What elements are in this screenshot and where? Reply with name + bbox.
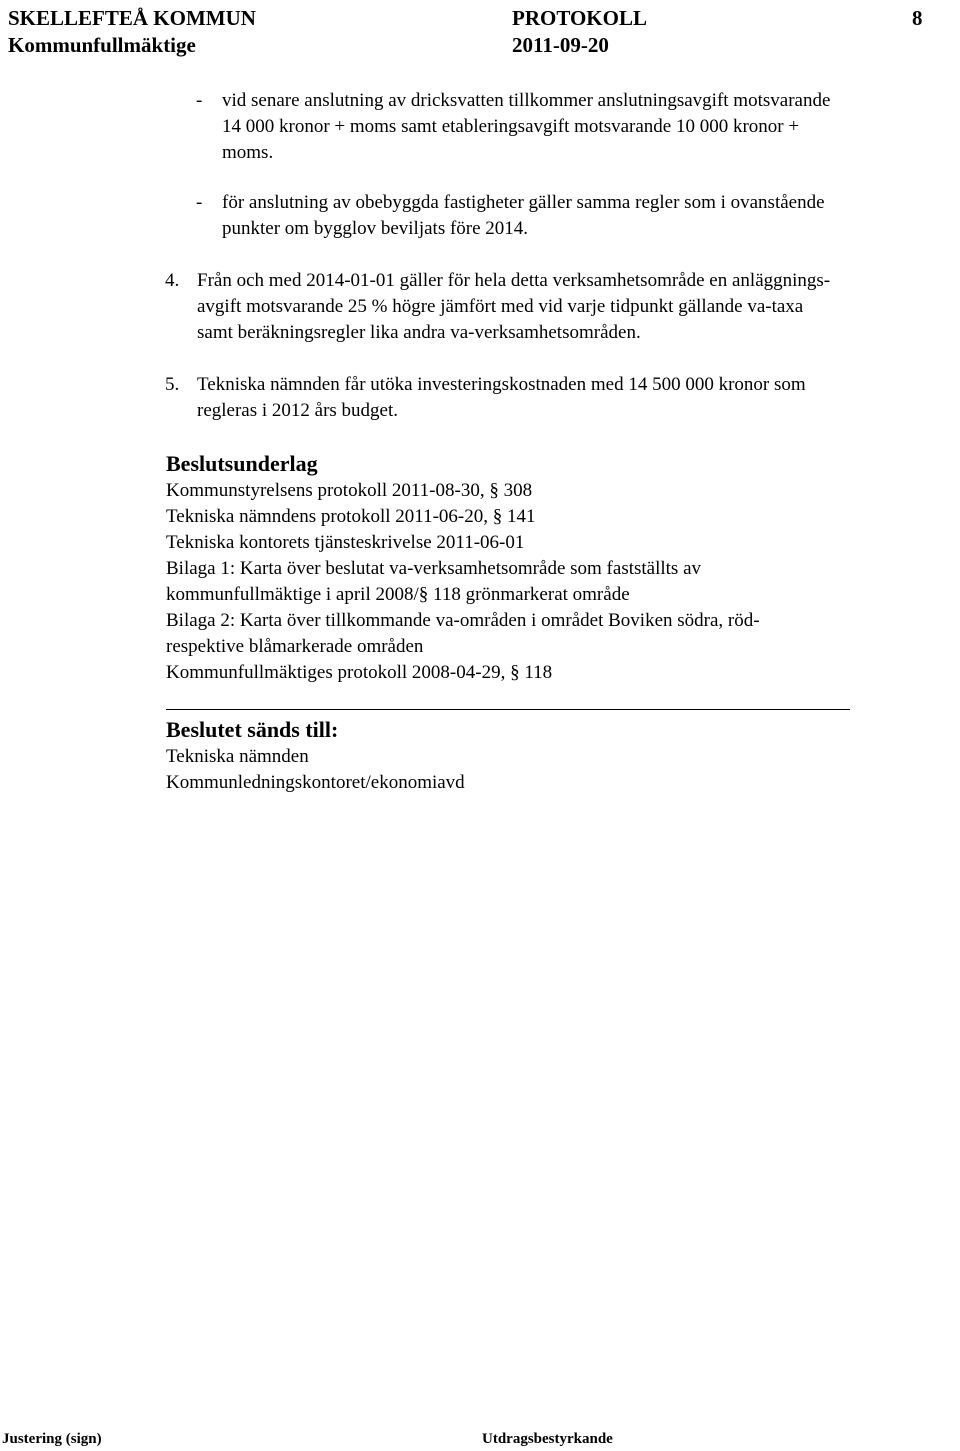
sent-to-heading: Beslutet sänds till: <box>166 717 339 742</box>
bullet-line: moms. <box>222 142 274 163</box>
reference-line: Kommunstyrelsens protokoll 2011-08-30, § 308 <box>166 480 533 501</box>
beslutsunderlag-heading: Beslutsunderlag <box>166 451 318 476</box>
bullet-dash: - <box>196 192 203 213</box>
footer-justering: Justering (sign) <box>2 1431 102 1447</box>
item-line: regleras i 2012 års budget. <box>197 400 399 421</box>
bullet-paragraph <box>222 190 825 242</box>
item-line: Från och med 2014-01-01 gäller för hela detta verksamhetsområde en anläggnings- <box>197 270 831 291</box>
org-name: SKELLEFTEÅ KOMMUN <box>8 6 256 30</box>
doc-type: PROTOKOLL <box>512 6 647 30</box>
reference-line: Tekniska nämndens protokoll 2011-06-20, § 141 <box>166 506 536 527</box>
item-line: Tekniska nämnden får utöka investeringskostnaden med 14 500 000 kronor som <box>197 374 806 395</box>
recipient-line: Kommunledningskontoret/ekonomiavd <box>166 772 465 793</box>
bullet-line: 14 000 kronor + moms samt etableringsavgift motsvarande 10 000 kronor + <box>222 116 800 137</box>
reference-line: Bilaga 2: Karta över tillkommande va-områden i området Boviken södra, röd- <box>166 610 760 631</box>
sent-to-list <box>166 744 465 796</box>
reference-line: Kommunfullmäktiges protokoll 2008-04-29, § 118 <box>166 662 553 683</box>
bullet-line: punkter om bygglov beviljats före 2014. <box>222 218 529 239</box>
reference-line: kommunfullmäktige i april 2008/§ 118 grönmarkerat område <box>166 584 630 605</box>
bullet-line: vid senare anslutning av dricksvatten tillkommer anslutningsavgift motsvarande <box>222 90 831 111</box>
reference-line: Tekniska kontorets tjänsteskrivelse 2011-06-01 <box>166 532 525 553</box>
reference-line: Bilaga 1: Karta över beslutat va-verksamhetsområde som fastställts av <box>166 558 702 579</box>
item-number: 4. <box>165 270 180 291</box>
bullet-line: för anslutning av obebyggda fastigheter gäller samma regler som i ovanstående <box>222 192 825 213</box>
beslutsunderlag-list <box>166 478 760 686</box>
footer-utdragsbestyrkande: Utdragsbestyrkande <box>482 1431 613 1447</box>
item-line: avgift motsvarande 25 % högre jämfört med vid varje tidpunkt gällande va-taxa <box>197 296 804 317</box>
meeting-date: 2011-09-20 <box>512 33 609 57</box>
item-paragraph <box>197 268 830 346</box>
council-name: Kommunfullmäktige <box>8 33 196 57</box>
item-paragraph <box>197 372 806 424</box>
bullet-paragraph <box>222 88 830 166</box>
bullet-dash: - <box>196 90 203 111</box>
reference-line: respektive blåmarkerade områden <box>166 636 424 657</box>
recipient-line: Tekniska nämnden <box>166 746 309 767</box>
item-number: 5. <box>165 374 180 395</box>
item-line: samt beräkningsregler lika andra va-verksamhetsområden. <box>197 322 641 343</box>
page-number: 8 <box>912 6 923 30</box>
section-divider <box>166 709 850 710</box>
